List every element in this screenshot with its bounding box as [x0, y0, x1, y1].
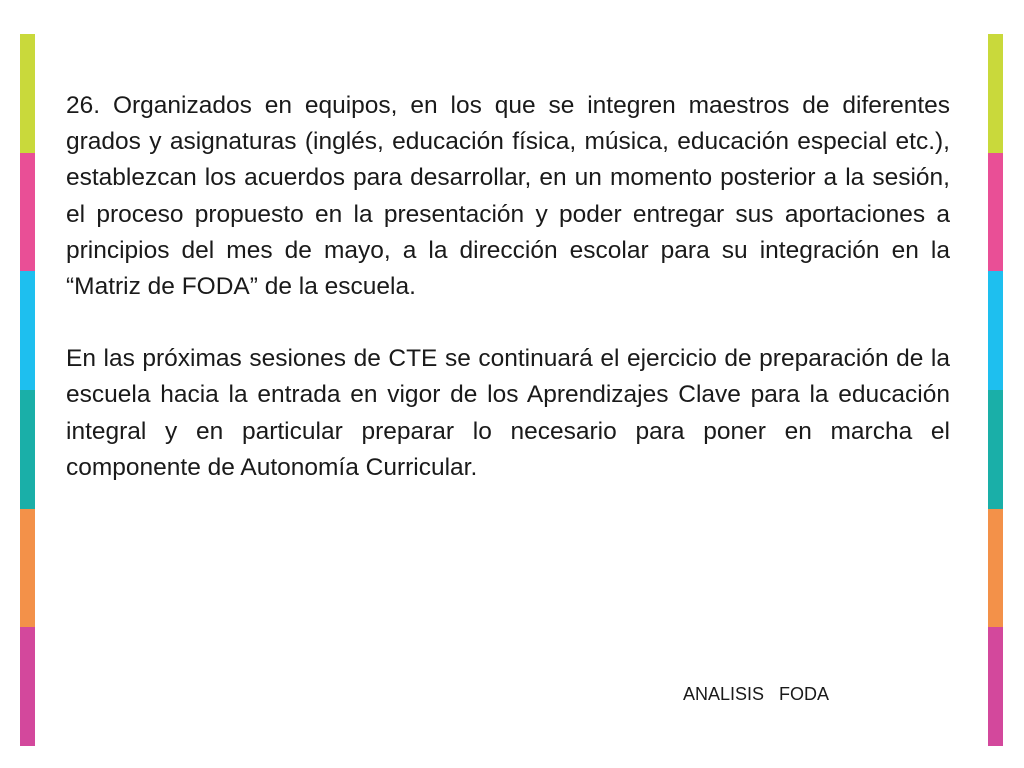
left-color-stripe [20, 34, 35, 746]
stripe-segment-teal [988, 390, 1003, 509]
stripe-segment-orange [20, 509, 35, 628]
footer-label: ANALISIS FODA [683, 684, 830, 704]
body-text [66, 88, 950, 486]
paragraph-next-sessions: En las próximas sesiones de CTE se continuará el ejercicio de preparación de la escuela hacia la entrada en vigor de los Aprendizajes Clave para la educación integral y en particular preparar lo necesario para poner en marcha el componente de Autonomía Curricular. [66, 345, 950, 481]
right-color-stripe [988, 34, 1003, 746]
stripe-segment-magenta [20, 627, 35, 746]
stripe-segment-sky-blue [988, 271, 1003, 390]
paragraph-instructions: 26. Organizados en equipos, en los que se integren maestros de diferentes grados y asignaturas (inglés, educación física, música, educación especial etc.), establezcan los acuerdos para desarrollar, en un momento posterior a la sesión, el proceso propuesto en la presentación y poder entregar sus aportaciones a principios del mes de mayo, a la dirección escolar para su integración en la “Matriz de FODA” de la escuela. [66, 92, 950, 301]
stripe-segment-sky-blue [20, 271, 35, 390]
stripe-segment-pink [988, 153, 1003, 272]
stripe-segment-magenta [988, 627, 1003, 746]
stripe-segment-lime [988, 34, 1003, 153]
stripe-segment-pink [20, 153, 35, 272]
stripe-segment-orange [988, 509, 1003, 628]
stripe-segment-teal [20, 390, 35, 509]
stripe-segment-lime [20, 34, 35, 153]
